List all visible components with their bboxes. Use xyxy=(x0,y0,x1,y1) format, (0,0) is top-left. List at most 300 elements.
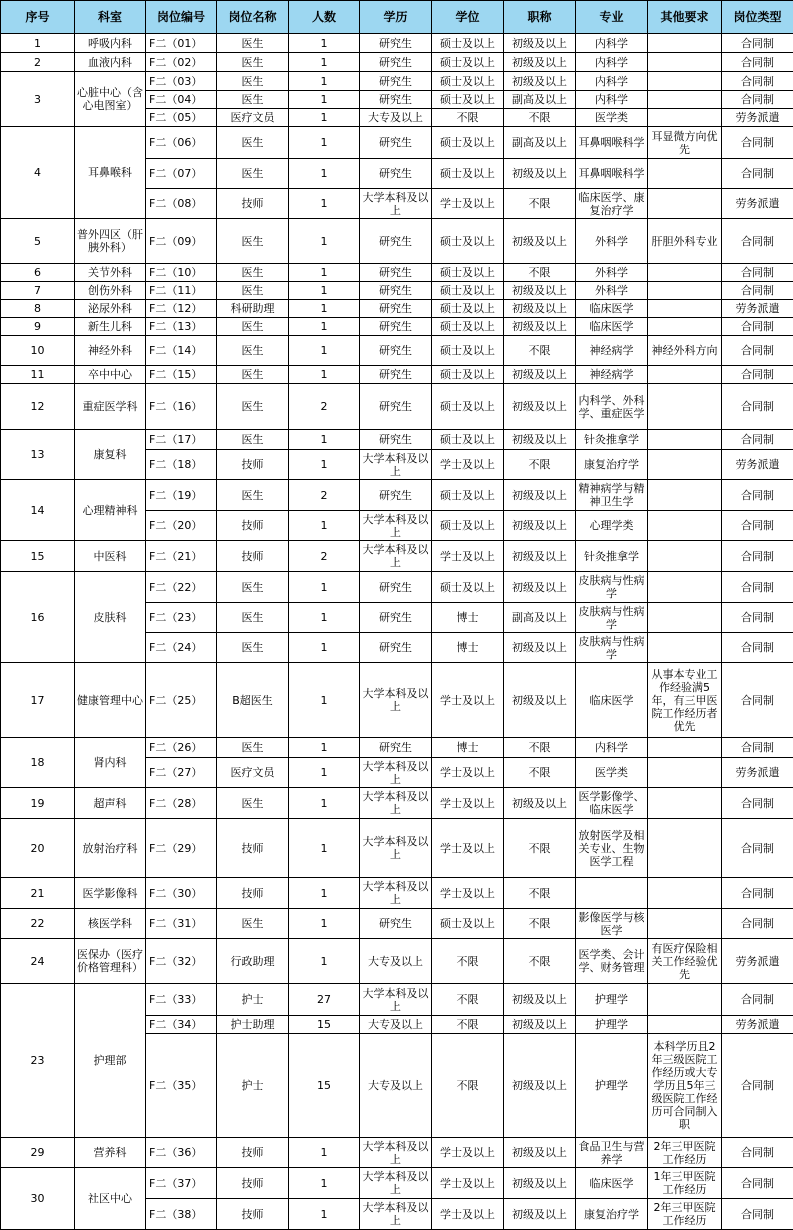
cell-major: 皮肤病与性病学 xyxy=(576,572,648,603)
cell-count: 1 xyxy=(289,91,360,109)
cell-degree: 学士及以上 xyxy=(432,788,504,819)
cell-dept: 卒中中心 xyxy=(75,366,146,384)
cell-education: 大专及以上 xyxy=(360,109,432,127)
cell-dept: 关节外科 xyxy=(75,264,146,282)
cell-education: 大学本科及以上 xyxy=(360,788,432,819)
cell-education: 研究生 xyxy=(360,91,432,109)
cell-position: 医生 xyxy=(217,282,289,300)
cell-type: 劳务派遣 xyxy=(722,1016,793,1034)
cell-major: 临床医学 xyxy=(576,1168,648,1199)
cell-no: 2 xyxy=(1,53,75,72)
cell-dept: 放射治疗科 xyxy=(75,819,146,878)
cell-code: F二（01） xyxy=(146,34,217,53)
cell-major: 神经病学 xyxy=(576,366,648,384)
cell-education: 研究生 xyxy=(360,282,432,300)
cell-other xyxy=(648,318,722,336)
header-cell-no: 序号 xyxy=(1,1,75,34)
cell-dept: 耳鼻喉科 xyxy=(75,127,146,219)
cell-no: 11 xyxy=(1,366,75,384)
header-row xyxy=(1,1,793,34)
cell-code: F二（14） xyxy=(146,336,217,366)
cell-position: 医疗文员 xyxy=(217,109,289,127)
cell-position: 技师 xyxy=(217,541,289,572)
cell-dept: 皮肤科 xyxy=(75,572,146,663)
cell-degree: 学士及以上 xyxy=(432,450,504,480)
cell-count: 1 xyxy=(289,300,360,318)
cell-degree: 博士 xyxy=(432,738,504,758)
cell-title: 不限 xyxy=(504,264,576,282)
cell-education: 大学本科及以上 xyxy=(360,758,432,788)
cell-education: 大学本科及以上 xyxy=(360,1199,432,1230)
cell-education: 大学本科及以上 xyxy=(360,189,432,219)
cell-position: 医生 xyxy=(217,336,289,366)
cell-title: 初级及以上 xyxy=(504,1168,576,1199)
cell-count: 1 xyxy=(289,282,360,300)
cell-count: 1 xyxy=(289,127,360,159)
cell-other: 2年三甲医院工作经历 xyxy=(648,1138,722,1168)
cell-count: 1 xyxy=(289,189,360,219)
cell-position: 医生 xyxy=(217,788,289,819)
cell-dept: 心脏中心（含心电图室） xyxy=(75,72,146,127)
cell-title: 不限 xyxy=(504,336,576,366)
cell-code: F二（17） xyxy=(146,430,217,450)
cell-major: 内科学 xyxy=(576,738,648,758)
cell-other xyxy=(648,450,722,480)
cell-other xyxy=(648,300,722,318)
cell-count: 1 xyxy=(289,603,360,633)
cell-type: 合同制 xyxy=(722,264,793,282)
cell-other xyxy=(648,788,722,819)
cell-count: 1 xyxy=(289,1138,360,1168)
cell-major: 内科学 xyxy=(576,34,648,53)
cell-position: 行政助理 xyxy=(217,939,289,984)
cell-code: F二（02） xyxy=(146,53,217,72)
cell-no: 10 xyxy=(1,336,75,366)
cell-education: 研究生 xyxy=(360,34,432,53)
cell-type: 合同制 xyxy=(722,663,793,738)
cell-code: F二（04） xyxy=(146,91,217,109)
cell-position: 医生 xyxy=(217,53,289,72)
cell-major: 针灸推拿学 xyxy=(576,430,648,450)
cell-title: 初级及以上 xyxy=(504,663,576,738)
cell-other xyxy=(648,91,722,109)
cell-dept: 新生儿科 xyxy=(75,318,146,336)
cell-title: 初级及以上 xyxy=(504,219,576,264)
cell-type: 合同制 xyxy=(722,384,793,430)
cell-no: 14 xyxy=(1,480,75,541)
cell-dept: 康复科 xyxy=(75,430,146,480)
cell-type: 合同制 xyxy=(722,336,793,366)
cell-type: 合同制 xyxy=(722,1168,793,1199)
cell-position: 技师 xyxy=(217,189,289,219)
cell-position: 技师 xyxy=(217,878,289,909)
cell-major: 精神病学与精神卫生学 xyxy=(576,480,648,511)
cell-other xyxy=(648,264,722,282)
cell-code: F二（07） xyxy=(146,159,217,189)
cell-major: 外科学 xyxy=(576,264,648,282)
cell-other xyxy=(648,633,722,663)
cell-degree: 硕士及以上 xyxy=(432,336,504,366)
cell-code: F二（29） xyxy=(146,819,217,878)
cell-count: 1 xyxy=(289,758,360,788)
cell-dept: 血液内科 xyxy=(75,53,146,72)
cell-other: 本科学历且2年三级医院工作经历或大专学历且5年三级医院工作经历可合同制入职 xyxy=(648,1034,722,1138)
cell-no: 5 xyxy=(1,219,75,264)
header-cell-edu: 学历 xyxy=(360,1,432,34)
cell-no: 16 xyxy=(1,572,75,663)
cell-education: 研究生 xyxy=(360,72,432,91)
cell-major: 针灸推拿学 xyxy=(576,541,648,572)
cell-count: 1 xyxy=(289,633,360,663)
cell-title: 初级及以上 xyxy=(504,384,576,430)
cell-education: 研究生 xyxy=(360,366,432,384)
table-row xyxy=(1,572,793,603)
cell-title: 初级及以上 xyxy=(504,300,576,318)
cell-degree: 硕士及以上 xyxy=(432,53,504,72)
cell-position: 科研助理 xyxy=(217,300,289,318)
cell-count: 1 xyxy=(289,511,360,541)
cell-code: F二（08） xyxy=(146,189,217,219)
cell-count: 15 xyxy=(289,1034,360,1138)
cell-other xyxy=(648,282,722,300)
cell-major: 内科学 xyxy=(576,91,648,109)
cell-position: 医生 xyxy=(217,480,289,511)
cell-major: 内科学 xyxy=(576,72,648,91)
cell-type: 劳务派遣 xyxy=(722,758,793,788)
cell-degree: 硕士及以上 xyxy=(432,34,504,53)
cell-code: F二（34） xyxy=(146,1016,217,1034)
cell-no: 1 xyxy=(1,34,75,53)
header-cell-type: 岗位类型 xyxy=(722,1,793,34)
cell-dept: 超声科 xyxy=(75,788,146,819)
cell-title: 初级及以上 xyxy=(504,480,576,511)
cell-count: 1 xyxy=(289,366,360,384)
cell-type: 合同制 xyxy=(722,1138,793,1168)
cell-no: 23 xyxy=(1,984,75,1138)
cell-type: 劳务派遣 xyxy=(722,300,793,318)
cell-title: 副高及以上 xyxy=(504,603,576,633)
cell-education: 研究生 xyxy=(360,219,432,264)
cell-degree: 硕士及以上 xyxy=(432,300,504,318)
table-row xyxy=(1,819,793,878)
cell-title: 不限 xyxy=(504,109,576,127)
cell-degree: 不限 xyxy=(432,1016,504,1034)
cell-type: 劳务派遣 xyxy=(722,189,793,219)
table-row xyxy=(1,53,793,72)
cell-position: 医生 xyxy=(217,264,289,282)
cell-no: 8 xyxy=(1,300,75,318)
cell-position: 技师 xyxy=(217,1199,289,1230)
table-row xyxy=(1,984,793,1016)
cell-code: F二（38） xyxy=(146,1199,217,1230)
cell-major: 康复治疗学 xyxy=(576,450,648,480)
cell-title: 不限 xyxy=(504,939,576,984)
cell-education: 研究生 xyxy=(360,430,432,450)
cell-no: 22 xyxy=(1,909,75,939)
cell-dept: 创伤外科 xyxy=(75,282,146,300)
cell-degree: 硕士及以上 xyxy=(432,366,504,384)
cell-major: 外科学 xyxy=(576,282,648,300)
cell-major: 耳鼻咽喉科学 xyxy=(576,127,648,159)
cell-title: 初级及以上 xyxy=(504,366,576,384)
table-row xyxy=(1,878,793,909)
cell-degree: 学士及以上 xyxy=(432,878,504,909)
cell-major: 外科学 xyxy=(576,219,648,264)
cell-dept: 医保办（医疗价格管理科） xyxy=(75,939,146,984)
cell-degree: 学士及以上 xyxy=(432,1168,504,1199)
cell-count: 27 xyxy=(289,984,360,1016)
cell-dept: 心理精神科 xyxy=(75,480,146,541)
table-row xyxy=(1,939,793,984)
cell-no: 30 xyxy=(1,1168,75,1230)
cell-education: 大学本科及以上 xyxy=(360,663,432,738)
table-row xyxy=(1,366,793,384)
cell-code: F二（19） xyxy=(146,480,217,511)
cell-position: 医生 xyxy=(217,159,289,189)
cell-type: 合同制 xyxy=(722,366,793,384)
cell-dept: 健康管理中心 xyxy=(75,663,146,738)
table-row xyxy=(1,384,793,430)
cell-other xyxy=(648,819,722,878)
header-cell-other: 其他要求 xyxy=(648,1,722,34)
cell-type: 合同制 xyxy=(722,984,793,1016)
cell-position: 护士 xyxy=(217,984,289,1016)
cell-other xyxy=(648,34,722,53)
cell-education: 研究生 xyxy=(360,603,432,633)
table-row xyxy=(1,219,793,264)
cell-major: 医学类、会计学、财务管理 xyxy=(576,939,648,984)
cell-code: F二（33） xyxy=(146,984,217,1016)
cell-major: 临床医学 xyxy=(576,318,648,336)
cell-position: 医生 xyxy=(217,219,289,264)
cell-position: 技师 xyxy=(217,819,289,878)
table-row xyxy=(1,34,793,53)
cell-no: 6 xyxy=(1,264,75,282)
cell-degree: 学士及以上 xyxy=(432,189,504,219)
cell-education: 大学本科及以上 xyxy=(360,878,432,909)
cell-dept: 医学影像科 xyxy=(75,878,146,909)
cell-dept: 营养科 xyxy=(75,1138,146,1168)
cell-major: 护理学 xyxy=(576,984,648,1016)
cell-major: 医学类 xyxy=(576,109,648,127)
cell-position: 医生 xyxy=(217,633,289,663)
cell-code: F二（22） xyxy=(146,572,217,603)
cell-title: 初级及以上 xyxy=(504,72,576,91)
cell-count: 1 xyxy=(289,109,360,127)
cell-other xyxy=(648,1016,722,1034)
cell-title: 初级及以上 xyxy=(504,1138,576,1168)
cell-code: F二（35） xyxy=(146,1034,217,1138)
cell-degree: 硕士及以上 xyxy=(432,430,504,450)
header-cell-name: 岗位名称 xyxy=(217,1,289,34)
cell-title: 初级及以上 xyxy=(504,1034,576,1138)
cell-no: 19 xyxy=(1,788,75,819)
cell-title: 不限 xyxy=(504,450,576,480)
cell-other xyxy=(648,366,722,384)
cell-education: 研究生 xyxy=(360,738,432,758)
cell-title: 初级及以上 xyxy=(504,159,576,189)
cell-code: F二（10） xyxy=(146,264,217,282)
cell-education: 研究生 xyxy=(360,633,432,663)
cell-code: F二（13） xyxy=(146,318,217,336)
cell-position: 医生 xyxy=(217,430,289,450)
cell-degree: 硕士及以上 xyxy=(432,159,504,189)
cell-major: 康复治疗学 xyxy=(576,1199,648,1230)
table-row xyxy=(1,264,793,282)
cell-code: F二（31） xyxy=(146,909,217,939)
cell-education: 大专及以上 xyxy=(360,1034,432,1138)
cell-position: 技师 xyxy=(217,511,289,541)
cell-education: 研究生 xyxy=(360,127,432,159)
cell-position: 医生 xyxy=(217,91,289,109)
cell-code: F二（09） xyxy=(146,219,217,264)
cell-major: 医学影像学、临床医学 xyxy=(576,788,648,819)
cell-dept: 中医科 xyxy=(75,541,146,572)
cell-title: 初级及以上 xyxy=(504,572,576,603)
cell-degree: 博士 xyxy=(432,603,504,633)
cell-count: 1 xyxy=(289,663,360,738)
cell-type: 合同制 xyxy=(722,53,793,72)
cell-title: 初级及以上 xyxy=(504,53,576,72)
cell-degree: 学士及以上 xyxy=(432,541,504,572)
cell-count: 1 xyxy=(289,1199,360,1230)
cell-count: 2 xyxy=(289,480,360,511)
cell-count: 1 xyxy=(289,878,360,909)
cell-other: 有医疗保险相关工作经验优先 xyxy=(648,939,722,984)
table-row xyxy=(1,430,793,450)
cell-count: 1 xyxy=(289,318,360,336)
cell-code: F二（15） xyxy=(146,366,217,384)
cell-dept: 呼吸内科 xyxy=(75,34,146,53)
cell-no: 20 xyxy=(1,819,75,878)
cell-count: 1 xyxy=(289,219,360,264)
cell-other xyxy=(648,430,722,450)
cell-count: 1 xyxy=(289,1168,360,1199)
cell-major: 心理学类 xyxy=(576,511,648,541)
cell-position: 医生 xyxy=(217,384,289,430)
cell-major: 临床医学 xyxy=(576,663,648,738)
cell-type: 合同制 xyxy=(722,541,793,572)
cell-type: 劳务派遣 xyxy=(722,450,793,480)
cell-title: 不限 xyxy=(504,878,576,909)
cell-degree: 硕士及以上 xyxy=(432,511,504,541)
cell-code: F二（16） xyxy=(146,384,217,430)
cell-position: 医生 xyxy=(217,603,289,633)
cell-no: 17 xyxy=(1,663,75,738)
cell-no: 21 xyxy=(1,878,75,909)
cell-education: 研究生 xyxy=(360,318,432,336)
cell-type: 合同制 xyxy=(722,909,793,939)
cell-count: 1 xyxy=(289,450,360,480)
cell-no: 15 xyxy=(1,541,75,572)
cell-code: F二（18） xyxy=(146,450,217,480)
cell-degree: 学士及以上 xyxy=(432,1199,504,1230)
table-row xyxy=(1,336,793,366)
cell-education: 研究生 xyxy=(360,572,432,603)
cell-title: 初级及以上 xyxy=(504,430,576,450)
cell-code: F二（06） xyxy=(146,127,217,159)
cell-other xyxy=(648,878,722,909)
cell-other xyxy=(648,738,722,758)
cell-education: 研究生 xyxy=(360,264,432,282)
cell-position: 护士 xyxy=(217,1034,289,1138)
cell-type: 合同制 xyxy=(722,511,793,541)
cell-position: B超医生 xyxy=(217,663,289,738)
cell-count: 1 xyxy=(289,159,360,189)
cell-type: 劳务派遣 xyxy=(722,939,793,984)
cell-major: 食品卫生与营养学 xyxy=(576,1138,648,1168)
cell-title: 初级及以上 xyxy=(504,984,576,1016)
cell-title: 初级及以上 xyxy=(504,318,576,336)
cell-code: F二（30） xyxy=(146,878,217,909)
header-cell-code: 岗位编号 xyxy=(146,1,217,34)
cell-other xyxy=(648,541,722,572)
cell-code: F二（24） xyxy=(146,633,217,663)
cell-major: 临床医学 xyxy=(576,300,648,318)
cell-degree: 不限 xyxy=(432,939,504,984)
cell-code: F二（20） xyxy=(146,511,217,541)
cell-code: F二（26） xyxy=(146,738,217,758)
cell-code: F二（37） xyxy=(146,1168,217,1199)
cell-no: 9 xyxy=(1,318,75,336)
cell-title: 初级及以上 xyxy=(504,1199,576,1230)
cell-education: 研究生 xyxy=(360,909,432,939)
cell-major: 皮肤病与性病学 xyxy=(576,633,648,663)
cell-major: 护理学 xyxy=(576,1034,648,1138)
cell-position: 技师 xyxy=(217,1138,289,1168)
cell-major: 神经病学 xyxy=(576,336,648,366)
table-row xyxy=(1,300,793,318)
cell-education: 研究生 xyxy=(360,480,432,511)
cell-title: 不限 xyxy=(504,189,576,219)
cell-other xyxy=(648,72,722,91)
cell-count: 1 xyxy=(289,738,360,758)
table-row xyxy=(1,663,793,738)
cell-education: 研究生 xyxy=(360,384,432,430)
cell-degree: 硕士及以上 xyxy=(432,384,504,430)
table-header xyxy=(1,1,793,34)
cell-title: 初级及以上 xyxy=(504,1016,576,1034)
cell-other xyxy=(648,189,722,219)
table-row xyxy=(1,541,793,572)
cell-type: 合同制 xyxy=(722,878,793,909)
table-row xyxy=(1,127,793,159)
cell-degree: 硕士及以上 xyxy=(432,572,504,603)
cell-title: 初级及以上 xyxy=(504,541,576,572)
cell-major: 内科学 xyxy=(576,53,648,72)
table-row xyxy=(1,282,793,300)
cell-degree: 不限 xyxy=(432,1034,504,1138)
cell-education: 大学本科及以上 xyxy=(360,511,432,541)
cell-dept: 核医学科 xyxy=(75,909,146,939)
cell-title: 初级及以上 xyxy=(504,788,576,819)
cell-code: F二（21） xyxy=(146,541,217,572)
cell-other xyxy=(648,480,722,511)
cell-degree: 硕士及以上 xyxy=(432,127,504,159)
cell-no: 24 xyxy=(1,939,75,984)
cell-type: 劳务派遣 xyxy=(722,109,793,127)
cell-code: F二（32） xyxy=(146,939,217,984)
cell-other xyxy=(648,572,722,603)
table-row xyxy=(1,738,793,758)
cell-position: 护士助理 xyxy=(217,1016,289,1034)
cell-other: 耳显微方向优先 xyxy=(648,127,722,159)
cell-no: 3 xyxy=(1,72,75,127)
cell-other xyxy=(648,159,722,189)
table-row xyxy=(1,1138,793,1168)
cell-type: 合同制 xyxy=(722,1199,793,1230)
cell-position: 医生 xyxy=(217,366,289,384)
